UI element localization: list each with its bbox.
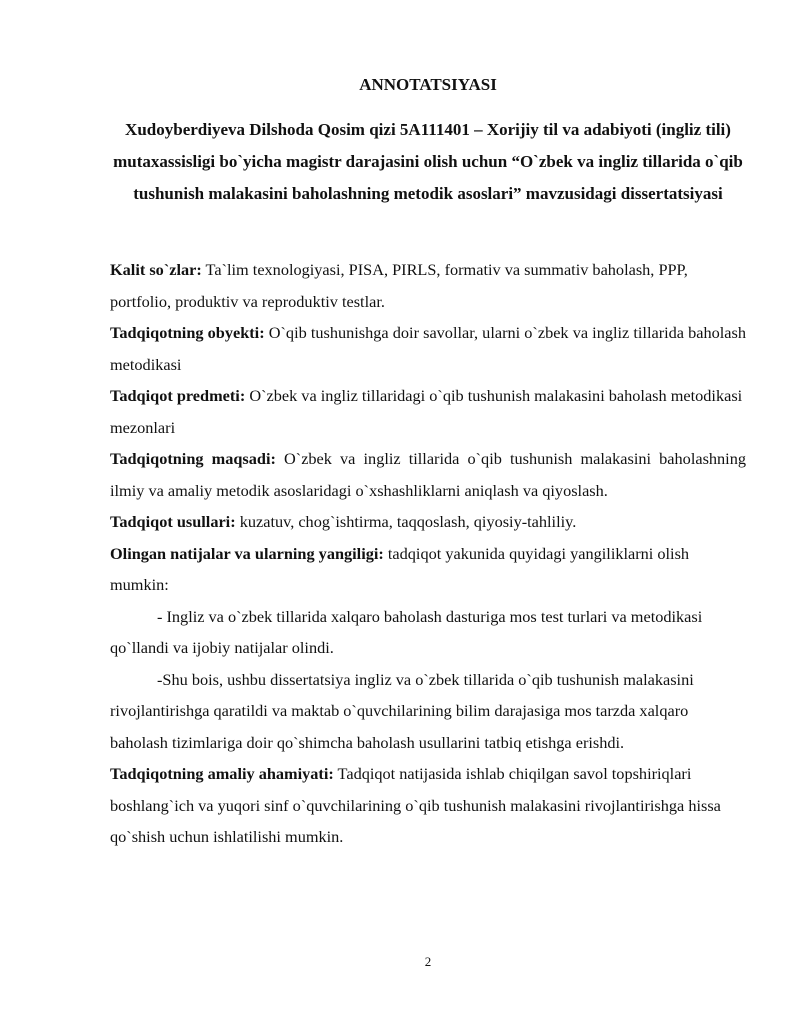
- keywords-label: Kalit so`zlar:: [110, 260, 202, 279]
- results-item: - Ingliz va o`zbek tillarida xalqaro baholash dasturiga mos test turlari va metodikasi qo`llandi va ijobiy natijalar olindi.: [110, 606, 703, 657]
- goal-text: O`zbek va ingliz tillarida o`qib tushunish malakasini baholashning ilmiy va amaliy metodik asoslaridagi o`xshashliklarni aniqlash va qiyoslash.: [110, 449, 746, 500]
- object-text: O`qib tushunishga doir savollar, ularni o`zbek va ingliz tillarida baholash metodikasi: [110, 323, 746, 374]
- results-item: -Shu bois, ushbu dissertatsiya ingliz va o`zbek tillarida o`qib tushunish malakasini rivojlantirishga qaratildi va maktab o`quvchilarining bilim darajasiga mos tarzda xalqaro baholash tizimlariga doir qo`shimcha baholash usullarini tatbiq etishga erishdi.: [110, 669, 694, 752]
- methods-text: kuzatuv, chog`ishtirma, taqqoslash, qiyosiy-tahliliy.: [235, 512, 577, 531]
- subject-label: Tadqiqot predmeti:: [110, 386, 246, 405]
- page-number: 2: [424, 954, 432, 969]
- subject-text: O`zbek va ingliz tillaridagi o`qib tushunish malakasini baholash metodikasi mezonlari: [110, 386, 743, 437]
- methods-label: Tadqiqot usullari:: [110, 512, 236, 531]
- annotation-body: [110, 254, 746, 853]
- goal-label: Tadqiqotning maqsadi:: [110, 449, 276, 468]
- document-subtitle: Xudoyberdiyeva Dilshoda Qosim qizi 5A111401 – Xorijiy til va adabiyoti (ingliz tili) mutaxassisligi bo`yicha magistr darajasini olish uchun “O`zbek va ingliz tillarida o`qib tushunish malakasini baholashning metodik asoslari” mavzusidagi dissertatsiyasi: [113, 120, 743, 203]
- practical-paragraph: [110, 758, 746, 853]
- results-label: Olingan natijalar va ularning yangiligi:: [110, 543, 384, 563]
- object-paragraph: [110, 317, 746, 380]
- document-title: ANNOTATSIYASI: [359, 75, 497, 94]
- subject-paragraph: [110, 380, 746, 443]
- methods-paragraph: [110, 506, 746, 538]
- goal-paragraph: [110, 443, 746, 506]
- results-paragraph: [110, 538, 746, 601]
- practical-label: Tadqiqotning amaliy ahamiyati:: [110, 764, 334, 783]
- keywords-paragraph: [110, 254, 746, 317]
- keywords-text: Ta`lim texnologiyasi, PISA, PIRLS, formativ va summativ baholash, PPP, portfolio, produktiv va reproduktiv testlar.: [110, 260, 688, 311]
- results-text: tadqiqot yakunida quyidagi yangiliklarni olish mumkin:: [110, 543, 690, 594]
- practical-text: Tadqiqot natijasida ishlab chiqilgan savol topshiriqlari boshlang`ich va yuqori sinf o`quvchilarining o`qib tushunish malakasini rivojlantirishga hissa qo`shish uchun ishlatilishi mumkin.: [110, 764, 721, 846]
- object-label: Tadqiqotning obyekti:: [110, 323, 265, 342]
